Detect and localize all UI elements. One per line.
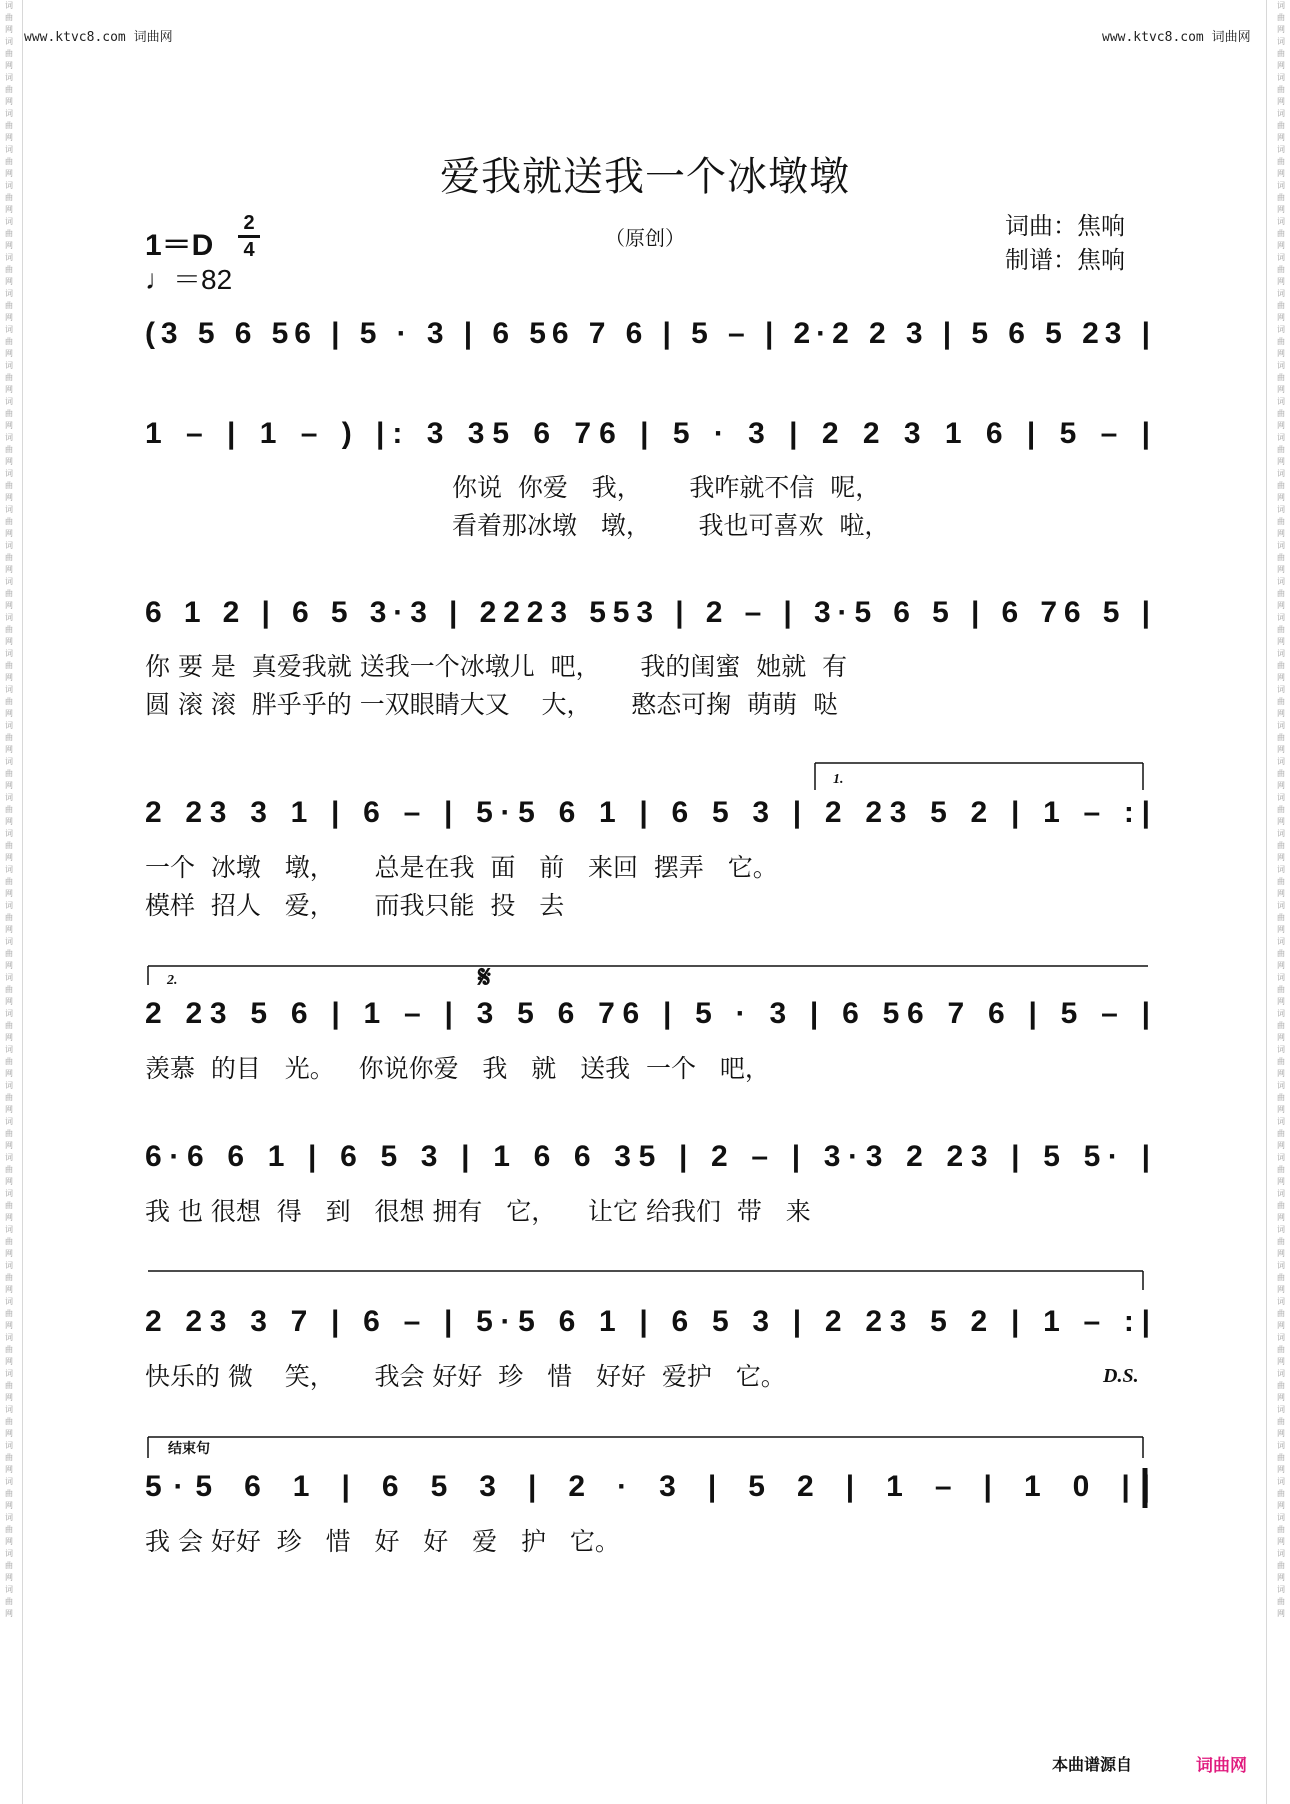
notation-row-2: 1 – | 1 – ) |: 3 35 6 76 | 5 · 3 | 2 2 3 1 6 | 5 – | — [145, 417, 1150, 450]
notation-row-7: 2 23 3 7 | 6 – | 5·5 6 1 | 6 5 3 | 2 23 5 2 | 1 – :| — [145, 1305, 1150, 1338]
lyric-row8: 我 会 好好 珍 惜 好 好 爱 护 它。 — [145, 1527, 620, 1556]
lyric-row3-verse2: 圆 滚 滚 胖乎乎的 一双眼睛大又 大， 憨态可掬 萌萌 哒 — [145, 690, 839, 719]
tempo-mark: ♩＝82 — [145, 264, 233, 295]
notation-row-8: 5·5 6 1 | 6 5 3 | 2 · 3 | 5 2 | 1 – | 1 0 || — [145, 1470, 1151, 1503]
notation-row-4: 2 23 3 1 | 6 – | 5·5 6 1 | 6 5 3 | 2 23 5 2 | 1 – :| — [145, 796, 1150, 829]
lyricist-credit: 词曲：焦响 — [1005, 212, 1125, 240]
volta2-label: 2. — [167, 973, 178, 988]
volta1-label: 1. — [833, 772, 844, 787]
lyric-row2-verse1: 你说 你爱 我， 我咋就不信 呢， — [452, 473, 881, 502]
ds-mark: D.S. — [1103, 1365, 1139, 1387]
source-label: 本曲谱源自 — [1052, 1755, 1133, 1774]
song-title: 爱我就送我一个冰墩墩 — [440, 154, 850, 200]
lyric-row2-verse2: 看着那冰墩 墩， 我也可喜欢 啦， — [452, 511, 890, 540]
coda-label: 结束句 — [168, 1442, 210, 1457]
notation-row-3: 6 1 2 | 6 5 3·3 | 2223 553 | 2 – | 3·5 6 5 | 6 76 5 | — [145, 596, 1151, 629]
notation-row-1: (3 5 6 56 | 5 · 3 | 6 56 7 6 | 5 – | 2·2 2 3 | 5 6 5 23 | — [145, 317, 1151, 350]
lyric-row3-verse1: 你 要 是 真爱我就 送我一个冰墩儿 吧， 我的闺蜜 她就 有 — [145, 652, 848, 681]
lyric-row4-verse2: 模样 招人 爱， 而我只能 投 去 — [145, 891, 565, 920]
site-header-right: www.ktvc8.com 词曲网 — [1102, 30, 1251, 45]
lyric-row4-verse1: 一个 冰墩 墩， 总是在我 面 前 来回 摆弄 它。 — [145, 853, 778, 882]
time-sig-top: 2 — [243, 212, 255, 234]
lyric-row5: 羡慕 的目 光。 你说你爱 我 就 送我 一个 吧， — [145, 1054, 770, 1083]
notation-row-5: 2 23 5 6 | 1 – | 3 5 6 76 | 5 · 3 | 6 56 7 6 | 5 – | — [145, 997, 1151, 1030]
key-signature: 1＝D — [145, 229, 214, 262]
site-header-left: www.ktvc8.com 词曲网 — [24, 30, 173, 45]
source-site: 词曲网 — [1196, 1756, 1247, 1776]
segno-mark: 𝄋 — [478, 961, 491, 994]
lyric-row7: 快乐的 微 笑， 我会 好好 珍 惜 好好 爱护 它。 — [145, 1362, 786, 1391]
time-sig-bottom: 4 — [243, 239, 255, 261]
lyric-row6: 我 也 很想 得 到 很想 拥有 它， 让它 给我们 带 来 — [145, 1197, 811, 1226]
left-watermark-strip: 词曲网词曲网词曲网词曲网词曲网词曲网词曲网词曲网词曲网词曲网词曲网词曲网词曲网词曲网词曲网词曲网词曲网词曲网词曲网词曲网词曲网词曲网词曲网词曲网词曲网词曲网词曲网词曲网词曲网词曲网词曲网词曲网词曲网词曲网词曲网词曲网词曲网词曲网词曲网词曲网词曲网词曲网词曲网词曲网词曲网 — [5, 1, 13, 1618]
notation-row-6: 6·6 6 1 | 6 5 3 | 1 6 6 35 | 2 – | 3·3 2 23 | 5 5· | — [145, 1140, 1150, 1173]
song-subtitle: （原创） — [605, 226, 685, 250]
notator-credit: 制谱：焦响 — [1005, 246, 1125, 274]
right-watermark-strip: 词曲网词曲网词曲网词曲网词曲网词曲网词曲网词曲网词曲网词曲网词曲网词曲网词曲网词曲网词曲网词曲网词曲网词曲网词曲网词曲网词曲网词曲网词曲网词曲网词曲网词曲网词曲网词曲网词曲网词曲网词曲网词曲网词曲网词曲网词曲网词曲网词曲网词曲网词曲网词曲网词曲网词曲网词曲网词曲网词曲网 — [1277, 1, 1285, 1618]
